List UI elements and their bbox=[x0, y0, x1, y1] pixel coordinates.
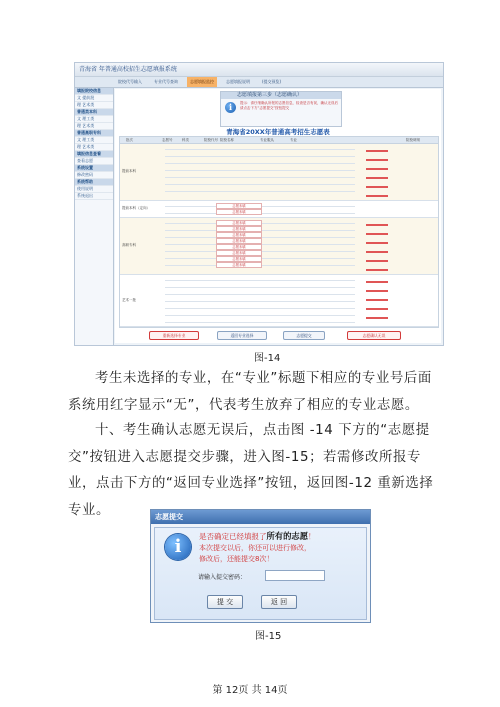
none-mark bbox=[366, 251, 388, 253]
row-divider bbox=[165, 163, 355, 164]
confirm-message-prefix: 是否确定已经填报了 bbox=[199, 532, 267, 541]
row-divider bbox=[165, 191, 355, 192]
nav-item[interactable]: 理 艺术类 bbox=[75, 123, 113, 130]
toolbar-preview[interactable]: (提交预览) bbox=[262, 79, 282, 84]
step-dialog-title: 志愿填报第三步（志愿确认） bbox=[221, 92, 341, 99]
none-mark bbox=[366, 308, 388, 310]
none-mark bbox=[366, 317, 388, 319]
step-dialog-text: 提示：请仔细确认所报的志愿信息，检查是否有误，确认无误后请点击下方“志愿提交”按钮提交 bbox=[240, 101, 338, 110]
table-header-cell: 科类 bbox=[182, 138, 189, 142]
remaining-submissions-note: 修改后，还能提交8次！ bbox=[199, 555, 274, 563]
none-mark bbox=[366, 186, 388, 188]
dialog-title: 志愿提交 bbox=[155, 513, 183, 521]
submit-button[interactable]: 提 交 bbox=[207, 595, 243, 609]
none-mark bbox=[366, 150, 388, 152]
toolbar-instructions[interactable]: 志愿填报说明 bbox=[226, 79, 250, 84]
table-header-cell: 批次 bbox=[126, 138, 133, 142]
row-divider bbox=[165, 287, 355, 288]
none-mark bbox=[366, 195, 388, 197]
table-row bbox=[120, 275, 438, 327]
step-dialog bbox=[220, 91, 342, 127]
batch-label: 提前本科（定向） bbox=[122, 206, 150, 210]
row-divider bbox=[165, 149, 355, 150]
nav-item[interactable]: 查看志愿 bbox=[75, 158, 113, 165]
row-divider bbox=[165, 294, 355, 295]
app-title-bar bbox=[75, 63, 443, 77]
none-mark bbox=[366, 224, 388, 226]
action-button-row bbox=[115, 329, 441, 341]
none-mark bbox=[366, 159, 388, 161]
nav-item[interactable]: 文 理工类 bbox=[75, 137, 113, 144]
nav-item[interactable]: 系统设置 bbox=[75, 165, 113, 172]
info-icon: i bbox=[225, 102, 236, 113]
toolbar-major-code[interactable]: 专业代号查询 bbox=[154, 79, 178, 84]
none-mark bbox=[366, 177, 388, 179]
page-footer: 第 12页 共 14页 bbox=[212, 685, 288, 696]
none-mark bbox=[366, 290, 388, 292]
unfilled-cell: 志愿未填 bbox=[216, 250, 262, 256]
password-input[interactable] bbox=[265, 570, 325, 581]
submit-volunteer-button[interactable]: 志愿提交 bbox=[283, 331, 325, 340]
none-mark bbox=[366, 299, 388, 301]
none-mark bbox=[366, 260, 388, 262]
figure-15-submit-dialog bbox=[150, 509, 371, 623]
unfilled-cell: 志愿未填 bbox=[216, 209, 262, 215]
table-header-cell: 志愿号 bbox=[162, 138, 173, 142]
table-header-cell: 院校名称 bbox=[220, 138, 234, 142]
row-divider bbox=[165, 301, 355, 302]
figure-15-caption: 图-15 bbox=[255, 631, 282, 642]
confirm-volunteer-button[interactable]: 志愿确认无误 bbox=[347, 331, 401, 340]
row-divider bbox=[165, 170, 355, 171]
return-major-button[interactable]: 返回专业选择 bbox=[217, 331, 267, 340]
none-mark bbox=[366, 233, 388, 235]
dialog-title-bar bbox=[151, 510, 370, 524]
none-mark bbox=[366, 168, 388, 170]
row-divider bbox=[165, 315, 355, 316]
table-title: 青海省20XX年普通高考招生志愿表 bbox=[226, 128, 330, 136]
confirm-message-suffix: ！ bbox=[308, 532, 316, 541]
nav-item[interactable]: 普通类本科 bbox=[75, 109, 113, 116]
nav-item[interactable]: 填报信息查看 bbox=[75, 151, 113, 158]
table-row bbox=[120, 144, 438, 201]
toolbar-college-code[interactable]: 院校代号输入 bbox=[118, 79, 142, 84]
password-label: 请输入提交密码： bbox=[198, 574, 247, 581]
none-mark bbox=[366, 242, 388, 244]
batch-label: 提前本科 bbox=[122, 169, 136, 173]
unfilled-cell: 志愿未填 bbox=[216, 203, 262, 209]
unfilled-cell: 志愿未填 bbox=[216, 238, 262, 244]
left-nav bbox=[75, 88, 114, 345]
unfilled-cell: 志愿未填 bbox=[216, 256, 262, 262]
dialog-body bbox=[154, 527, 367, 620]
table-header-cell: 院校代号 bbox=[204, 138, 218, 142]
app-title: 青海省 年普通高校招生志愿填报系统 bbox=[79, 66, 177, 73]
unfilled-cell: 志愿未填 bbox=[216, 226, 262, 232]
nav-item[interactable]: 修改密码 bbox=[75, 172, 113, 179]
row-divider bbox=[165, 184, 355, 185]
paragraph-2: 十、考生确认志愿无误后，点击图 -14 下方的“志愿提交”按钮进入志愿提交步骤，进入图-15；若需修改所报专业，点击下方的“返回专业选择”按钮，返回图-12 重新选择专业。 bbox=[68, 423, 434, 518]
table-header-row bbox=[120, 137, 438, 144]
nav-item[interactable]: 文 提前批 bbox=[75, 95, 113, 102]
unfilled-cell: 志愿未填 bbox=[216, 232, 262, 238]
confirm-message bbox=[199, 530, 316, 542]
confirm-message-bold: 所有的志愿 bbox=[266, 531, 308, 541]
row-divider bbox=[165, 308, 355, 309]
back-button[interactable]: 返 回 bbox=[261, 595, 297, 609]
toolbar-monitor[interactable]: 志愿填报监控 bbox=[187, 77, 217, 87]
batch-label: 艺术一批 bbox=[122, 297, 136, 302]
reselect-major-button[interactable]: 重新选择专业 bbox=[149, 331, 199, 340]
row-divider bbox=[165, 177, 355, 178]
none-mark bbox=[366, 269, 388, 271]
table-header-cell: 专业 bbox=[290, 138, 297, 142]
volunteer-table bbox=[119, 136, 439, 328]
nav-item[interactable]: 文 理工类 bbox=[75, 116, 113, 123]
nav-item[interactable]: 理 艺术类 bbox=[75, 102, 113, 109]
table-row bbox=[120, 201, 438, 218]
nav-item[interactable]: 普通高职专科 bbox=[75, 130, 113, 137]
none-mark bbox=[366, 281, 388, 283]
table-header-cell: 专业服从 bbox=[260, 138, 274, 142]
unfilled-cell: 志愿未填 bbox=[216, 220, 262, 226]
nav-item[interactable]: 填报院校信息 bbox=[75, 88, 113, 95]
main-panel bbox=[115, 89, 441, 343]
nav-item[interactable]: 使用说明 bbox=[75, 186, 113, 193]
row-divider bbox=[165, 156, 355, 157]
paragraph-1: 考生未选择的专业，在“专业”标题下相应的专业号后面系统用红字显示“无”，代表考生放弃了相应的专业志愿。 bbox=[68, 371, 432, 413]
modify-note: 本次提交以后，你还可以进行修改， bbox=[199, 544, 311, 552]
unfilled-cell: 志愿未填 bbox=[216, 244, 262, 250]
nav-item[interactable]: 系统帮助 bbox=[75, 179, 113, 186]
figure-14-screenshot bbox=[74, 62, 444, 346]
batch-label: 高职专科 bbox=[122, 243, 136, 247]
figure-14-caption: 图-14 bbox=[254, 353, 281, 364]
table-row bbox=[120, 218, 438, 275]
info-icon: i bbox=[165, 534, 191, 560]
nav-item[interactable]: 理 艺术类 bbox=[75, 144, 113, 151]
table-header-cell: 院校调剂 bbox=[406, 138, 420, 142]
nav-item[interactable]: 系统退出 bbox=[75, 193, 113, 200]
row-divider bbox=[165, 322, 355, 323]
toolbar bbox=[75, 77, 444, 88]
unfilled-cell: 志愿未填 bbox=[216, 262, 262, 268]
row-divider bbox=[165, 280, 355, 281]
